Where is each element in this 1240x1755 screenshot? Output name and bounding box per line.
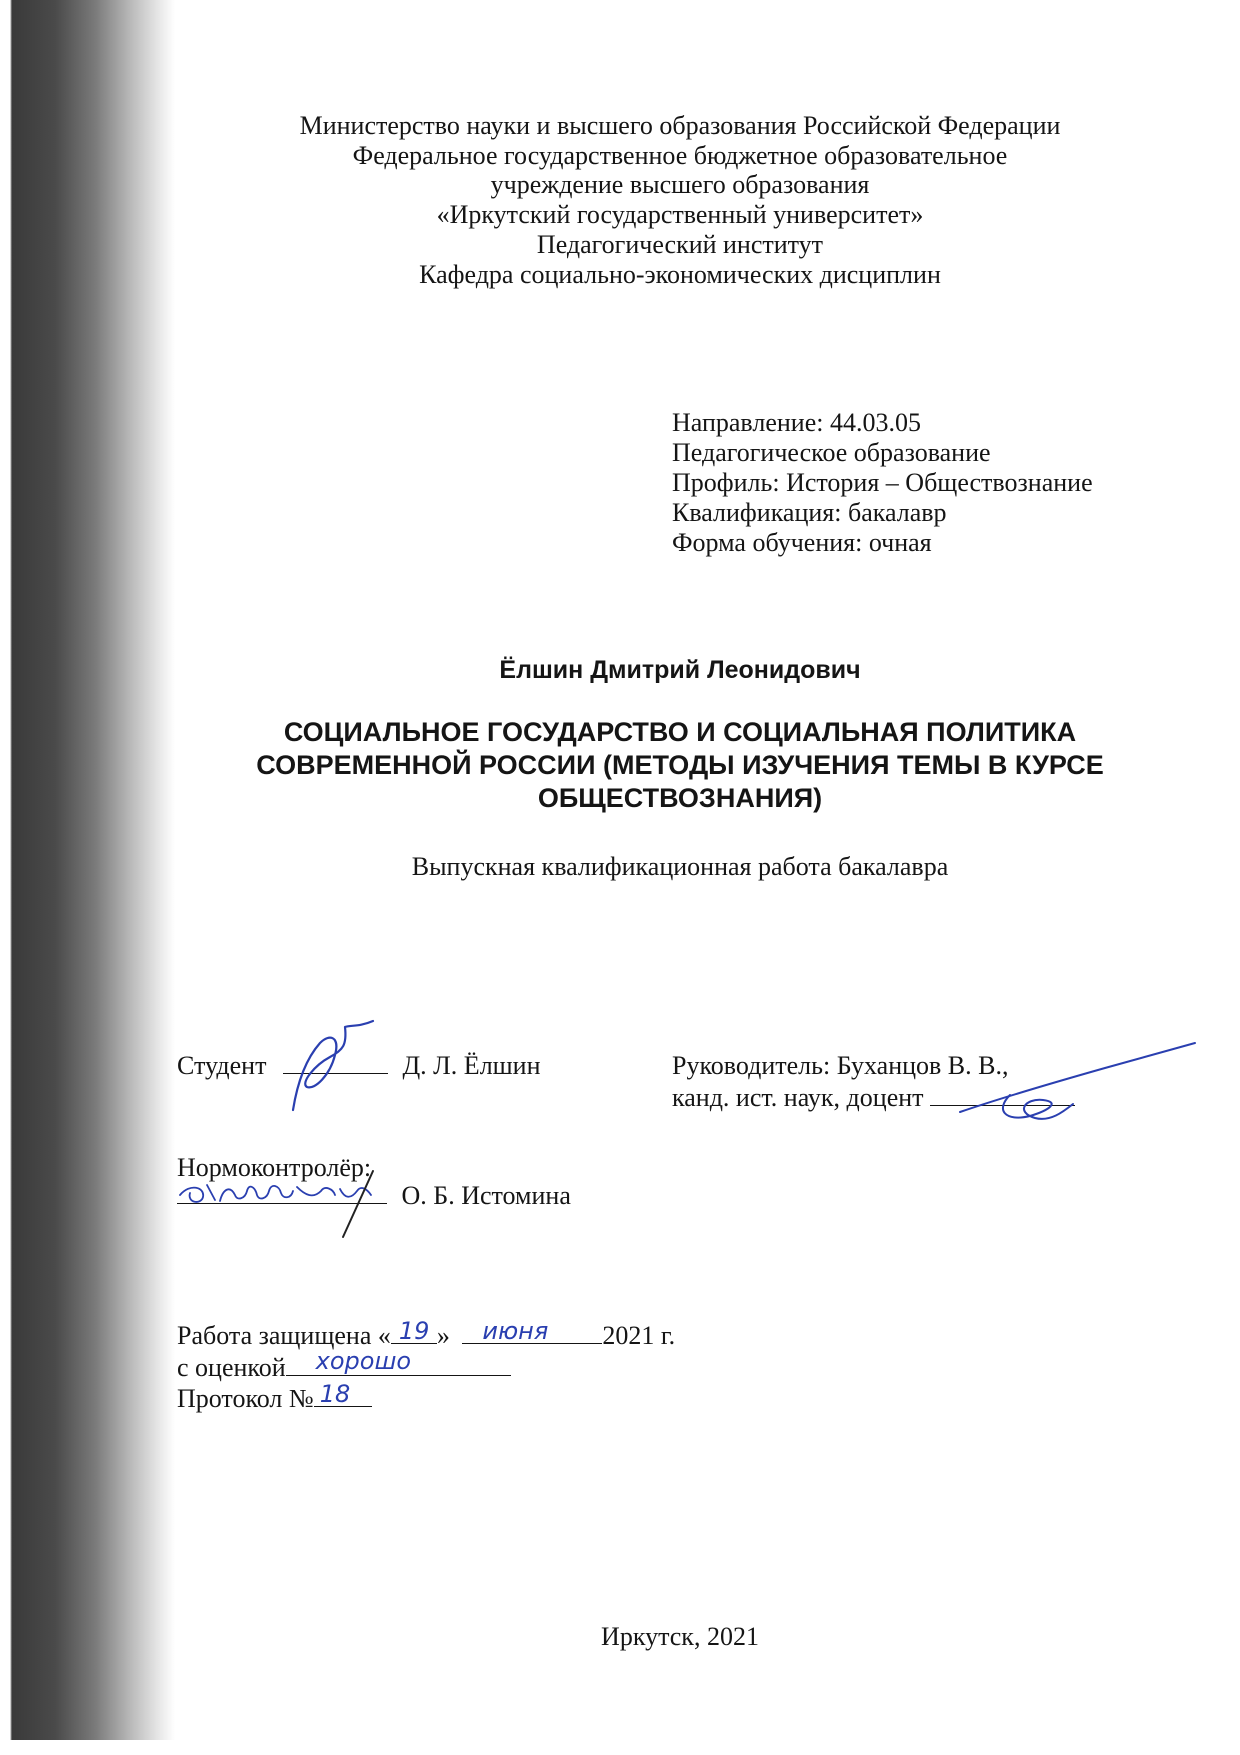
defense-day: 19 xyxy=(398,1317,430,1345)
work-type: Выпускная квалификационная работа бакалавра xyxy=(411,852,949,881)
defense-month: июня xyxy=(482,1317,549,1345)
thesis-title-line-2: СОВРЕМЕННОЙ РОССИИ (МЕТОДЫ ИЗУЧЕНИЯ ТЕМЫ В КУРСЕ xyxy=(256,750,1104,780)
city-year: Иркутск, 2021 xyxy=(601,1622,759,1651)
scan-bottom-edge xyxy=(0,1740,1240,1755)
institution-line-2: учреждение высшего образования xyxy=(490,170,870,199)
quote-close: » xyxy=(436,1321,450,1350)
grade-field xyxy=(286,1347,511,1376)
student-label: Студент xyxy=(177,1051,267,1080)
program-direction: Направление: 44.03.05 xyxy=(672,408,921,437)
supervisor-line-1: Руководитель: Буханцов В. В., xyxy=(672,1051,1009,1080)
protocol-field xyxy=(314,1380,372,1408)
supervisor-signature xyxy=(955,1040,1200,1130)
grade-label: с оценкой xyxy=(177,1353,286,1382)
ministry-line: Министерство науки и высшего образования Российской Федерации xyxy=(299,111,1061,140)
program-profile: Профиль: История – Обществознание xyxy=(672,468,1093,497)
defended-label: Работа защищена « xyxy=(177,1321,391,1350)
program-qualification: Квалификация: бакалавр xyxy=(672,498,947,527)
student-signature xyxy=(285,1015,405,1125)
thesis-title-line-3: ОБЩЕСТВОЗНАНИЯ) xyxy=(537,783,823,813)
defense-row xyxy=(177,1317,676,1352)
author-name: Ёлшин Дмитрий Леонидович xyxy=(499,656,861,684)
institute-name: Педагогический институт xyxy=(536,230,824,259)
supervisor-line-2: канд. ист. наук, доцент xyxy=(672,1083,924,1112)
defense-day-field xyxy=(391,1317,437,1345)
normcontrol-label: Нормоконтролёр: xyxy=(177,1153,372,1182)
normcontrol-name: О. Б. Истомина xyxy=(401,1181,571,1210)
protocol-row xyxy=(177,1380,372,1415)
defense-month-field xyxy=(462,1317,602,1345)
student-name: Д. Л. Ёлшин xyxy=(402,1051,541,1080)
protocol-label: Протокол № xyxy=(177,1384,314,1413)
defense-year: 2021 г. xyxy=(602,1321,676,1350)
department-name: Кафедра социально-экономических дисциплин xyxy=(419,260,941,289)
thesis-title-line-1: СОЦИАЛЬНОЕ ГОСУДАРСТВО И СОЦИАЛЬНАЯ ПОЛИТИКА xyxy=(283,717,1077,747)
grade-value: хорошо xyxy=(315,1347,412,1375)
university-name: «Иркутский государственный университет» xyxy=(436,200,924,229)
protocol-number: 18 xyxy=(319,1380,351,1408)
normcontrol-signature xyxy=(175,1165,415,1245)
institution-line-1: Федеральное государственное бюджетное образовательное xyxy=(352,141,1008,170)
program-study-form: Форма обучения: очная xyxy=(672,528,932,557)
program-direction-name: Педагогическое образование xyxy=(672,438,991,467)
scan-binding-shadow xyxy=(0,0,175,1755)
